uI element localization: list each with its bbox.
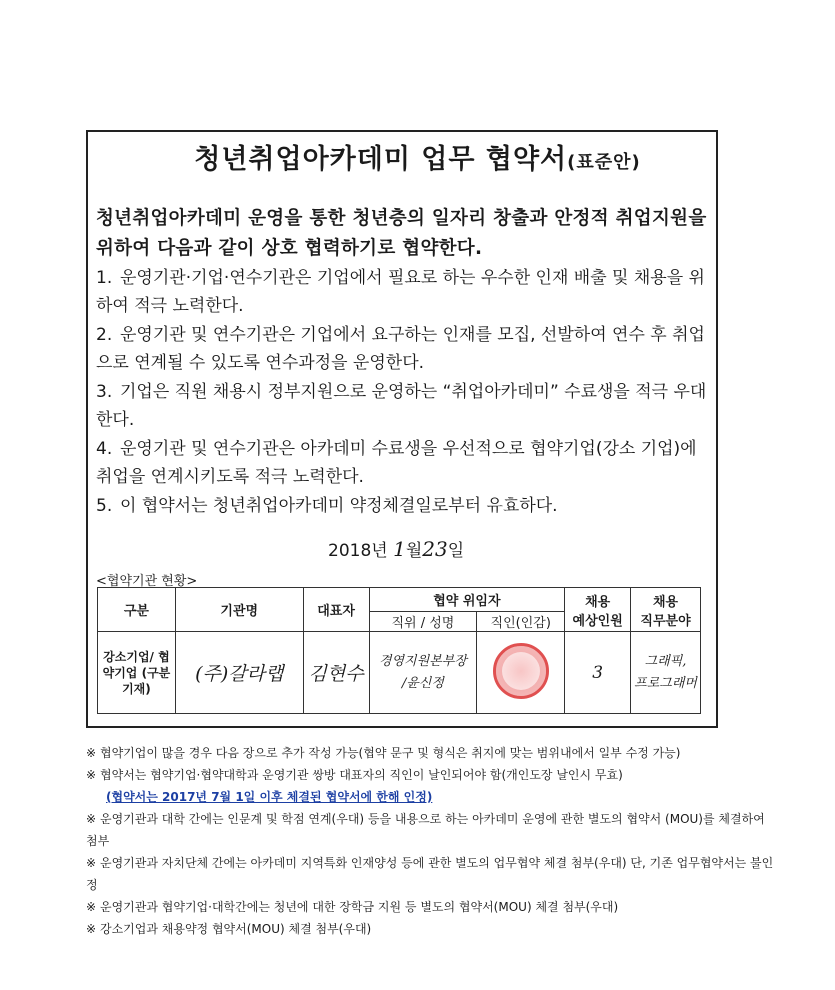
- partner-table: [97, 587, 701, 714]
- note-item: [86, 808, 776, 852]
- cell-representative: 김현수: [303, 632, 369, 714]
- table-row: [98, 632, 701, 714]
- note-item: [86, 742, 776, 764]
- note-mark: ※: [86, 922, 97, 936]
- header-representative: 대표자: [303, 588, 369, 632]
- agreement-date: [328, 536, 464, 561]
- note-text: 운영기관과 협약기업·대학간에는 청년에 대한 장학금 지원 등 별도의 협약서(MOU) 체결 첨부(우대): [100, 900, 619, 914]
- delegate-position: 경영지원본부장: [378, 653, 467, 669]
- agreement-item: [96, 492, 716, 520]
- cell-job-field: [631, 632, 701, 714]
- header-org-name: 기관명: [175, 588, 303, 632]
- delegate-name: /윤신정: [401, 675, 444, 691]
- note-mark: ※: [86, 768, 97, 782]
- note-mark: ※: [86, 900, 97, 914]
- header-category: 구분: [98, 588, 176, 632]
- notes-list: [86, 742, 776, 940]
- header-hire-count-line1: 채용: [585, 594, 611, 610]
- item-number: 2.: [96, 325, 113, 345]
- note-mark: ※: [86, 812, 97, 826]
- item-number: 4.: [96, 439, 113, 459]
- note-text: 협약기업이 많을 경우 다음 장으로 추가 작성 가능(협약 문구 및 형식은 취지에 맞는 범위내에서 일부 수정 가능): [100, 746, 681, 760]
- header-job-field-line2: 직무분야: [640, 613, 691, 629]
- agreement-item: [96, 378, 716, 434]
- item-number: 5.: [96, 496, 113, 516]
- agreement-items: [96, 264, 716, 521]
- item-text: 이 협약서는 청년취업아카데미 약정체결일로부터 유효하다.: [120, 496, 558, 516]
- item-text: 운영기관 및 연수기관은 기업에서 요구하는 인재를 모집, 선발하여 연수 후 취업으로 연계될 수 있도록 연수과정을 운영한다.: [96, 325, 705, 373]
- date-day-handwritten: 23: [422, 537, 448, 561]
- agreement-item: [96, 435, 716, 491]
- agreement-item: [96, 264, 716, 320]
- note-text: (협약서는 2017년 7월 1일 이후 체결된 협약서에 한해 인정): [106, 790, 433, 804]
- note-item: [86, 764, 776, 786]
- job-field-line2: 프로그래머: [634, 675, 697, 691]
- intro-text: 청년취업아카데미 운영을 통한 청년층의 일자리 창출과 안정적 취업지원을 위하여 다음과 같이 상호 협력하기로 협약한다.: [96, 208, 707, 259]
- title-main: 청년취업아카데미 업무 협약서: [194, 144, 568, 175]
- note-text: 강소기업과 채용약정 협약서(MOU) 체결 첨부(우대): [100, 922, 372, 936]
- document-title: [0, 137, 835, 176]
- item-number: 3.: [96, 382, 113, 402]
- red-seal-stamp: [493, 643, 549, 699]
- header-hire-count: [565, 588, 631, 632]
- item-text: 운영기관·기업·연수기관은 기업에서 필요로 하는 우수한 인재 배출 및 채용을 위하여 적극 노력한다.: [96, 268, 705, 316]
- item-number: 1.: [96, 268, 113, 288]
- cell-category: 강소기업/ 협약기업 (구분기재): [98, 632, 176, 714]
- cell-hire-count: 3: [565, 632, 631, 714]
- note-item-highlight: [86, 786, 776, 808]
- title-sub: (표준안): [567, 152, 641, 173]
- note-text: 운영기관과 대학 간에는 인문계 및 학점 연계(우대) 등을 내용으로 하는 아카데미 운영에 관한 별도의 협약서 (MOU)를 체결하여 첨부: [86, 812, 765, 848]
- note-mark: ※: [86, 746, 97, 760]
- item-text: 운영기관 및 연수기관은 아카데미 수료생을 우선적으로 협약기업(강소 기업)에 취업을 연계시키도록 적극 노력한다.: [96, 439, 697, 487]
- date-month-unit: 월: [405, 541, 423, 561]
- date-day-unit: 일: [447, 541, 465, 561]
- note-mark: ※: [86, 856, 97, 870]
- item-text: 기업은 직원 채용시 정부지원으로 운영하는 “취업아카데미” 수료생을 적극 우대한다.: [96, 382, 707, 430]
- header-delegate: 협약 위임자: [369, 588, 565, 612]
- cell-seal: [477, 632, 565, 714]
- note-item: [86, 918, 776, 940]
- header-position-name: 직위 / 성명: [369, 612, 477, 632]
- agreement-item: [96, 321, 716, 377]
- job-field-line1: 그래픽,: [644, 653, 687, 669]
- header-job-field-line1: 채용: [652, 594, 679, 610]
- note-item: [86, 896, 776, 918]
- cell-org-name: (주)갈라랩: [175, 632, 303, 714]
- note-text: 운영기관과 자치단체 간에는 아카데미 지역특화 인재양성 등에 관한 별도의 업무협약 체결 첨부(우대) 단, 기존 업무협약서는 불인정: [86, 856, 774, 892]
- date-month-handwritten: 1: [393, 537, 406, 561]
- header-seal: 직인(인감): [477, 612, 565, 632]
- note-text: 협약서는 협약기업·협약대학과 운영기관 쌍방 대표자의 직인이 날인되어야 함(개인도장 날인시 무효): [100, 768, 623, 782]
- cell-delegate: [369, 632, 477, 714]
- header-job-field: [631, 588, 701, 632]
- date-year: 2018년: [328, 541, 388, 561]
- note-item: [86, 852, 776, 896]
- table-caption: <협약기관 현황>: [96, 574, 198, 589]
- header-hire-count-line2: 예상인원: [572, 613, 623, 629]
